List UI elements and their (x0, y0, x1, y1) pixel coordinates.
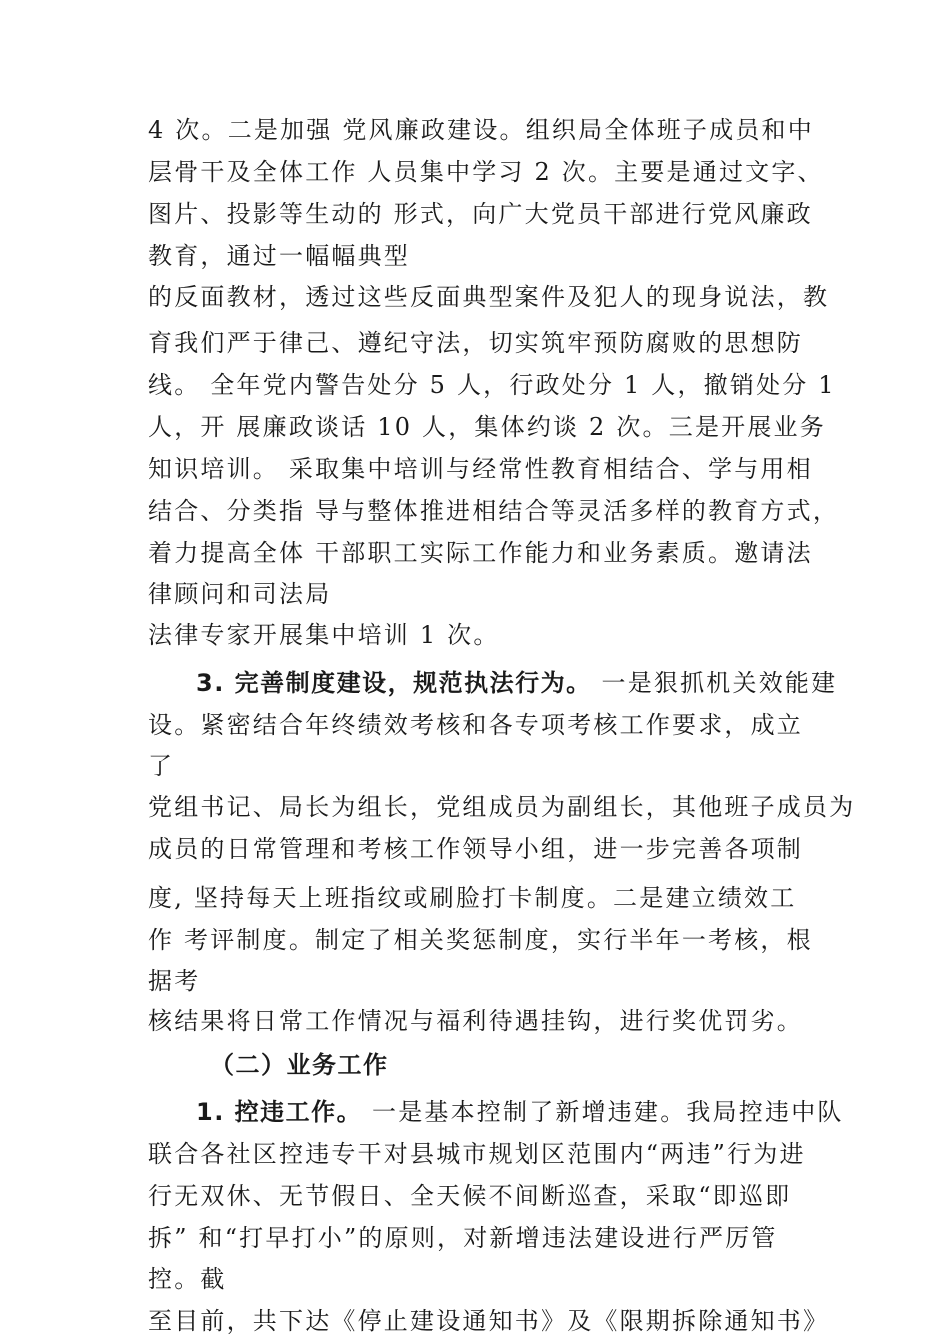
paragraph-line: 作 考评制度。制定了相关奖惩制度，实行半年一考核，根 (148, 926, 813, 954)
paragraph-line: 法律专家开展集中培训 1 次。 (148, 621, 500, 649)
paragraph-line: 4 次。二是加强 党风廉政建设。组织局全体班子成员和中 (148, 116, 814, 144)
paragraph-line: 设。紧密结合年终绩效考核和各专项考核工作要求，成立 (148, 711, 803, 739)
paragraph-line: 律顾问和司法局 (148, 580, 332, 608)
control-work-heading: 1. 控违工作。 (196, 1098, 363, 1126)
paragraph-line: 教育，通过一幅幅典型 (148, 242, 410, 270)
paragraph-line: 育我们严于律己、遵纪守法，切实筑牢预防腐败的思想防 (148, 329, 803, 357)
paragraph-line: 拆” 和“打早打小”的原则，对新增违法建设进行严厉管 (148, 1224, 778, 1252)
paragraph-line: 图片、投影等生动的 形式，向广大党员干部进行党风廉政 (148, 200, 813, 228)
paragraph-line: 行无双休、无节假日、全天候不间断巡查，采取“即巡即 (148, 1182, 792, 1210)
paragraph-line: 至目前，共下达《停止建设通知书》及《限期拆除通知书》 (148, 1307, 830, 1335)
paragraph-line: 知识培训。 采取集中培训与经常性教育相结合、学与用相 (148, 455, 813, 483)
control-work-first-line-text: 一是基本控制了新增违建。我局控违中队 (362, 1098, 844, 1126)
control-work-first-line (196, 1097, 844, 1127)
section-3-heading: 3. 完善制度建设，规范执法行为。 (196, 669, 592, 697)
paragraph-line: 联合各社区控违专干对县城市规划区范围内“两违”行为进 (148, 1140, 806, 1168)
paragraph-line: 了 (148, 752, 175, 780)
paragraph-line: 人，开 展廉政谈话 10 人，集体约谈 2 次。三是开展业务 (148, 413, 826, 441)
section-3-first-line (196, 668, 837, 698)
paragraph-line: 的反面教材，透过这些反面典型案件及犯人的现身说法，教 (148, 283, 830, 311)
paragraph-line: 线。 全年党内警告处分 5 人，行政处分 1 人，撤销处分 1 (148, 371, 836, 399)
subsection-heading: （二）业务工作 (210, 1051, 389, 1079)
paragraph-line: 成员的日常管理和考核工作领导小组，进一步完善各项制 (148, 835, 803, 863)
paragraph-line: 度, 坚持每天上班指纹或刷脸打卡制度。二是建立绩效工 (148, 884, 797, 912)
paragraph-line: 结合、分类指 导与整体推进相结合等灵活多样的教育方式， (148, 497, 840, 525)
paragraph-line: 控。截 (148, 1265, 227, 1293)
paragraph-line: 层骨干及全体工作 人员集中学习 2 次。主要是通过文字、 (148, 158, 824, 186)
paragraph-line: 着力提高全体 干部职工实际工作能力和业务素质。邀请法 (148, 539, 813, 567)
paragraph-line: 党组书记、局长为组长，党组成员为副组长，其他班子成员为 (148, 793, 856, 821)
paragraph-line: 据考 (148, 967, 201, 995)
paragraph-line: 核结果将日常工作情况与福利待遇挂钩，进行奖优罚劣。 (148, 1007, 803, 1035)
section-3-first-line-text: 一是狠抓机关效能建 (591, 669, 838, 697)
